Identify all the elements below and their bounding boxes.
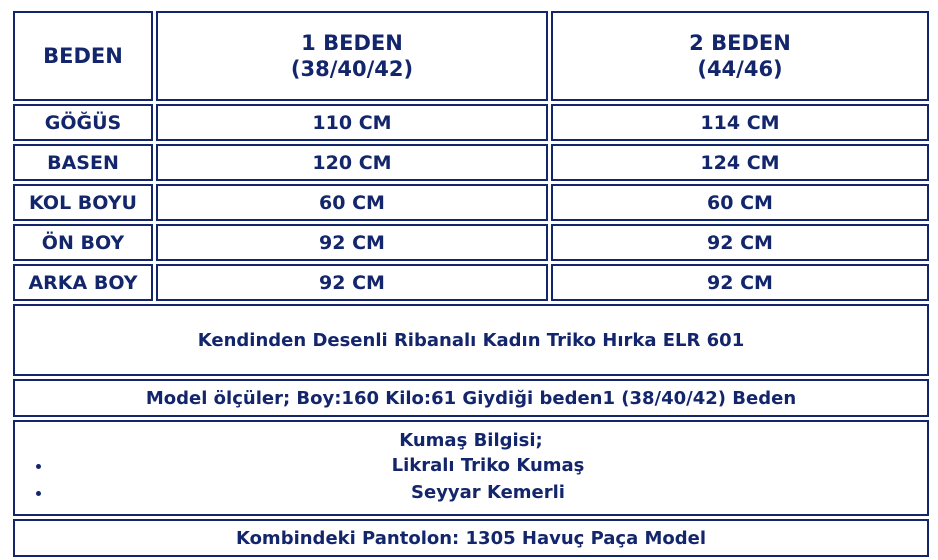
row-value-size2: 114 CM [551,104,929,141]
header-cell-size2 [551,11,929,101]
table-row [13,264,929,301]
product-title-row [13,304,929,376]
fabric-info-row [13,420,929,516]
list-item: • Likralı Triko Kumaş [53,453,923,479]
header-label-size2: 2 BEDEN [689,30,791,55]
row-value-size1: 120 CM [156,144,548,181]
header-cell-measure [13,11,153,101]
row-measure-label: ÖN BOY [13,224,153,261]
combine-info-row [13,519,929,557]
table-row [13,104,929,141]
table-row [13,224,929,261]
row-value-size1: 92 CM [156,224,548,261]
row-measure-label: GÖĞÜS [13,104,153,141]
fabric-list [19,453,923,505]
table-row [13,184,929,221]
model-info-row [13,379,929,417]
table-row [13,144,929,181]
fabric-info [13,420,929,516]
row-value-size2: 124 CM [551,144,929,181]
model-info: Model ölçüler; Boy:160 Kilo:61 Giydiği beden1 (38/40/42) Beden [13,379,929,417]
fabric-title: Kumaş Bilgisi; [399,430,543,452]
row-value-size1: 60 CM [156,184,548,221]
size-chart-table [10,8,932,560]
row-measure-label: BASEN [13,144,153,181]
header-cell-size1 [156,11,548,101]
header-label-measure: BEDEN [43,43,123,68]
table-header-row [13,11,929,101]
row-value-size2: 60 CM [551,184,929,221]
row-value-size1: 110 CM [156,104,548,141]
list-item: • Seyyar Kemerli [53,480,923,506]
combine-info: Kombindeki Pantolon: 1305 Havuç Paça Model [13,519,929,557]
row-measure-label: ARKA BOY [13,264,153,301]
row-value-size2: 92 CM [551,224,929,261]
header-sublabel-size1: (38/40/42) [290,57,414,81]
header-label-size1: 1 BEDEN [301,30,403,55]
header-sublabel-size2: (44/46) [697,57,783,81]
row-value-size1: 92 CM [156,264,548,301]
row-value-size2: 92 CM [551,264,929,301]
row-measure-label: KOL BOYU [13,184,153,221]
product-title: Kendinden Desenli Ribanalı Kadın Triko Hırka ELR 601 [13,304,929,376]
